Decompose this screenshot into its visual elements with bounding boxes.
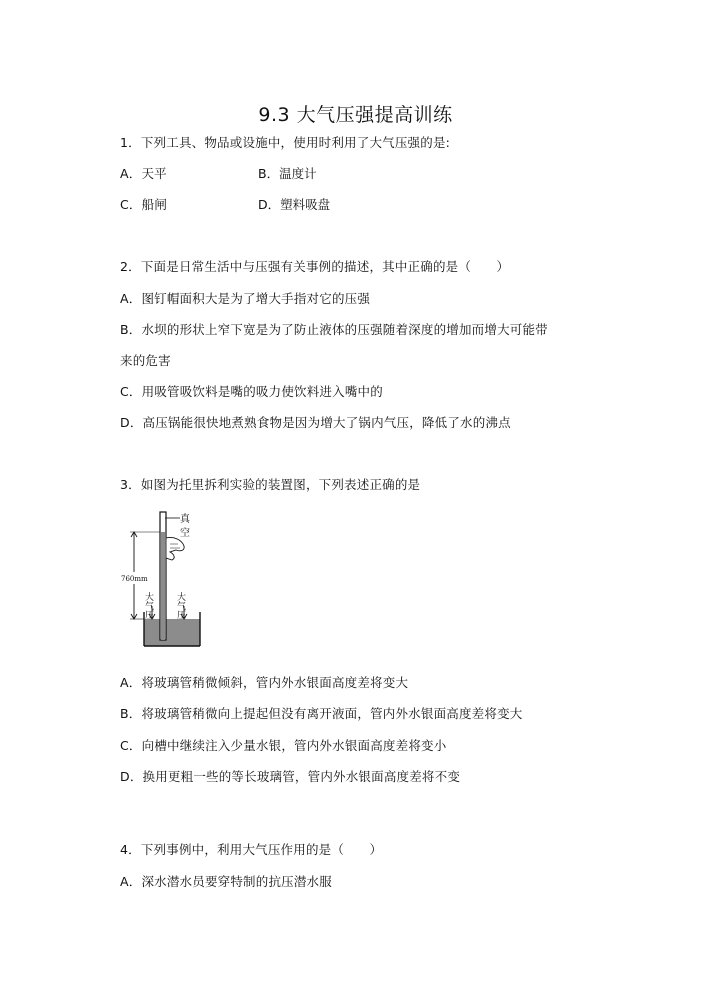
q3-stem: 3．如图为托里拆利实验的装置图，下列表述正确的是 [120, 477, 421, 492]
page-title: 9.3 大气压强提高训练 [258, 104, 453, 126]
q4-option-a: A．深水潜水员要穿特制的抗压潜水服 [120, 874, 332, 889]
mercury-in-trough [144, 619, 200, 646]
q2-option-d: D．高压锅能很快地煮熟食物是因为增大了锅内气压，降低了水的沸点 [120, 415, 511, 430]
torricelli-figure [118, 508, 218, 658]
height-label: 760mm [121, 575, 148, 583]
q1-option-b: B．温度计 [258, 166, 317, 181]
q1-option-c: C．船闸 [120, 197, 168, 212]
mercury-column [161, 532, 165, 640]
q2-option-b-line2: 来的危害 [120, 353, 171, 368]
q1-stem: 1．下列工具、物品或设施中，使用时利用了大气压强的是: [120, 135, 451, 150]
vacuum-label-2: 空 [180, 528, 190, 539]
q3-option-a: A．将玻璃管稍微倾斜，管内外水银面高度差将变大 [120, 675, 409, 690]
vacuum-label-1: 真 [180, 514, 190, 525]
q3-option-d: D．换用更粗一些的等长玻璃管，管内外水银面高度差将不变 [120, 769, 461, 784]
atm-label-right: 大气压 [175, 592, 185, 619]
q2-option-c: C．用吸管吸饮料是嘴的吸力使饮料进入嘴中的 [120, 384, 383, 399]
q2-stem: 2．下面是日常生活中与压强有关事例的描述，其中正确的是（ ） [120, 259, 510, 274]
q2-option-a: A．图钉帽面积大是为了增大手指对它的压强 [120, 291, 371, 306]
q3-option-b: B．将玻璃管稍微向上提起但没有离开液面，管内外水银面高度差将变大 [120, 706, 523, 721]
q1-option-d: D．塑料吸盘 [258, 197, 331, 212]
q2-option-b-line1: B．水坝的形状上窄下宽是为了防止液体的压强随着深度的增加而增大可能带 [120, 322, 548, 337]
q1-option-a: A．天平 [120, 166, 167, 181]
hand-icon [166, 537, 184, 560]
q4-stem: 4．下列事例中，利用大气压作用的是（ ） [120, 842, 383, 857]
q3-option-c: C．向槽中继续注入少量水银，管内外水银面高度差将变小 [120, 738, 447, 753]
atm-label-left: 大气压 [143, 592, 153, 619]
